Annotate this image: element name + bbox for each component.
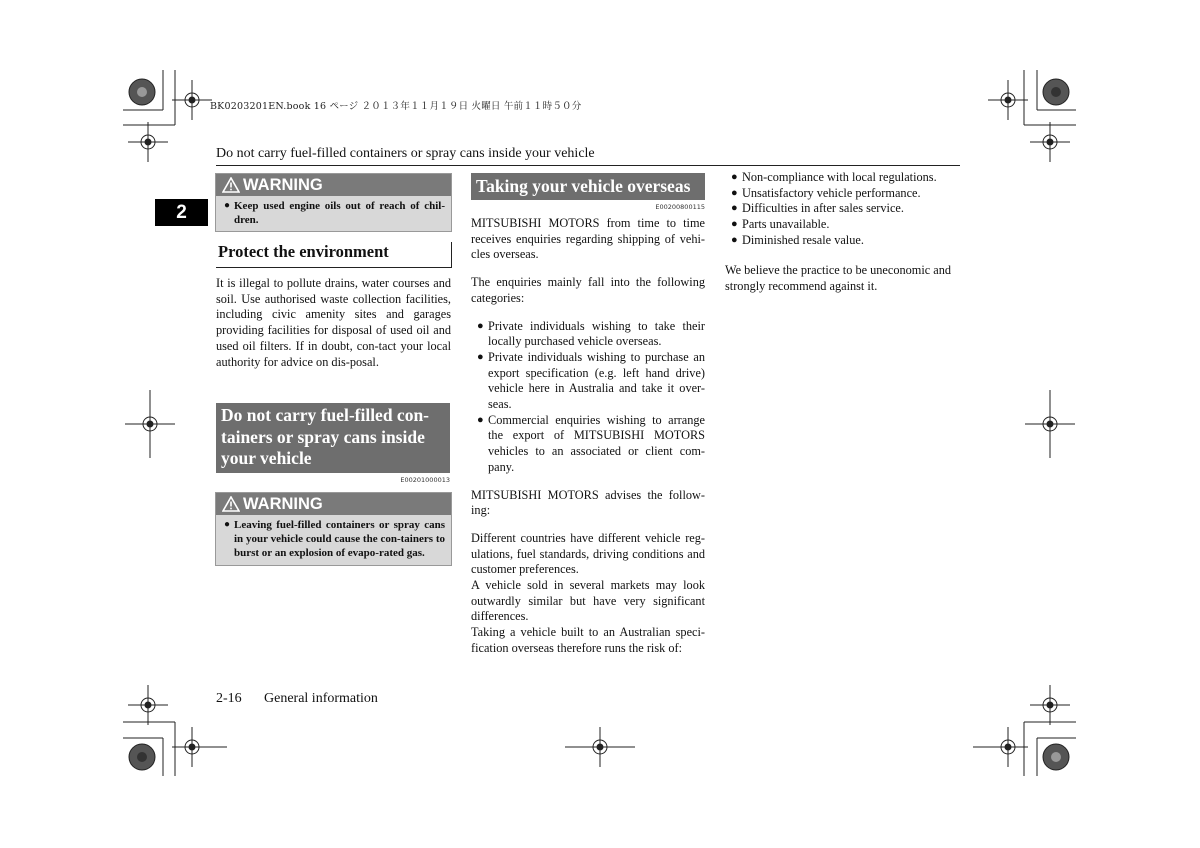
list-item: [731, 233, 961, 249]
paragraph: Different countries have different vehicle reg-ulations, fuel standards, driving conditions and customer preferences.: [471, 530, 705, 577]
warning-box-fuel: [215, 492, 452, 566]
list-item: [731, 217, 961, 233]
warning-label: WARNING: [243, 495, 323, 513]
paragraph: We believe the practice to be uneconomic and strongly recommend against it.: [725, 263, 952, 293]
warning-item-text: Keep used engine oils out of reach of chil-dren.: [234, 200, 445, 227]
paragraph: Taking a vehicle built to an Australian speci-fication overseas therefore runs the risk of:: [471, 625, 705, 655]
warning-header: [216, 174, 451, 196]
environment-text: [216, 276, 451, 370]
bullet-icon: ●: [477, 319, 484, 332]
header-rule: [216, 165, 960, 166]
footer-section-title: General information: [264, 691, 378, 706]
list-item-text: Commercial enquiries wishing to arrange the export of MITSUBISHI MOTORS vehicles to an associated or client com-pany.: [488, 412, 705, 474]
warning-header: [216, 493, 451, 515]
warning-item: [224, 518, 445, 561]
warning-triangle-icon: [222, 177, 240, 193]
list-item: [477, 350, 705, 413]
bullet-icon: ●: [477, 350, 484, 363]
section-title-overseas: [471, 173, 705, 200]
list-item: [731, 170, 961, 186]
list-item-text: Private individuals wishing to take their locally purchased vehicle overseas.: [488, 318, 705, 349]
bullet-icon: ●: [477, 413, 484, 426]
warning-label: WARNING: [243, 176, 323, 194]
printer-slug: BK0203201EN.book 16 ページ ２０１３年１１月１９日 火曜日 午前１１時５０分: [210, 101, 582, 112]
conclusion-text: [725, 263, 961, 294]
warning-box-oils: [215, 173, 452, 232]
bullet-icon: ●: [731, 186, 738, 199]
paragraph: A vehicle sold in several markets may look outwardly similar but have very significant differences.: [471, 578, 705, 624]
bullet-icon: ●: [224, 200, 231, 211]
bullet-icon: ●: [731, 202, 738, 215]
paragraph: MITSUBISHI MOTORS advises the follow-ing:: [471, 487, 705, 518]
list-item: [477, 413, 705, 476]
section-title-text: Taking your vehicle overseas: [476, 176, 691, 196]
paragraph: It is illegal to pollute drains, water courses and soil. Use authorised waste collection facilities, including civic amenity sites and garages providing facilities for disposal of used oil and used oil filters. If in doubt, con-tact your local authority for advice on dis-posal.: [216, 276, 451, 369]
overseas-text: [471, 216, 705, 657]
risk-list: [731, 170, 961, 249]
warning-body: [216, 515, 451, 565]
list-item: [731, 186, 961, 202]
section-title-fuel-containers: [216, 403, 450, 473]
list-item-text: Difficulties in after sales service.: [742, 201, 904, 216]
section-title-text: Do not carry fuel-filled con-tainers or spray cans inside your vehicle: [221, 405, 430, 468]
bullet-icon: ●: [731, 218, 738, 231]
list-item-text: Non-compliance with local regulations.: [742, 170, 937, 184]
bullet-icon: ●: [224, 519, 231, 530]
warning-item-text: Leaving fuel-filled containers or spray cans in your vehicle could cause the con-tainers to burst or an explosion of evapo-rated gas.: [234, 519, 445, 560]
list-item-text: Diminished resale value.: [742, 232, 864, 247]
section-code: E00201000013: [400, 476, 450, 484]
list-item-text: Unsatisfactory vehicle performance.: [742, 185, 921, 200]
list-item-text: Private individuals wishing to purchase an export specification (e.g. left hand drive) vehicle here in Australia and take it over-seas.: [488, 349, 705, 412]
page-number: 2-16: [216, 691, 242, 706]
paragraph: MITSUBISHI MOTORS from time to time receives enquiries regarding shipping of vehi-cles overseas.: [471, 216, 705, 262]
categories-list: [471, 319, 705, 476]
running-head: Do not carry fuel-filled containers or spray cans inside your vehicle: [216, 146, 595, 161]
list-item-text: Parts unavailable.: [742, 217, 830, 232]
bullet-icon: ●: [731, 233, 738, 246]
warning-body: [216, 196, 451, 231]
warning-item: [224, 199, 445, 227]
warning-triangle-icon: [222, 496, 240, 512]
chapter-tab: 2: [155, 199, 208, 226]
section-code: E00200800115: [655, 203, 705, 211]
bullet-icon: ●: [731, 171, 738, 183]
list-item: [477, 319, 705, 350]
list-item: [731, 201, 961, 217]
section-title-environment: Protect the environment: [216, 242, 452, 268]
paragraph: The enquiries mainly fall into the following categories:: [471, 275, 705, 305]
